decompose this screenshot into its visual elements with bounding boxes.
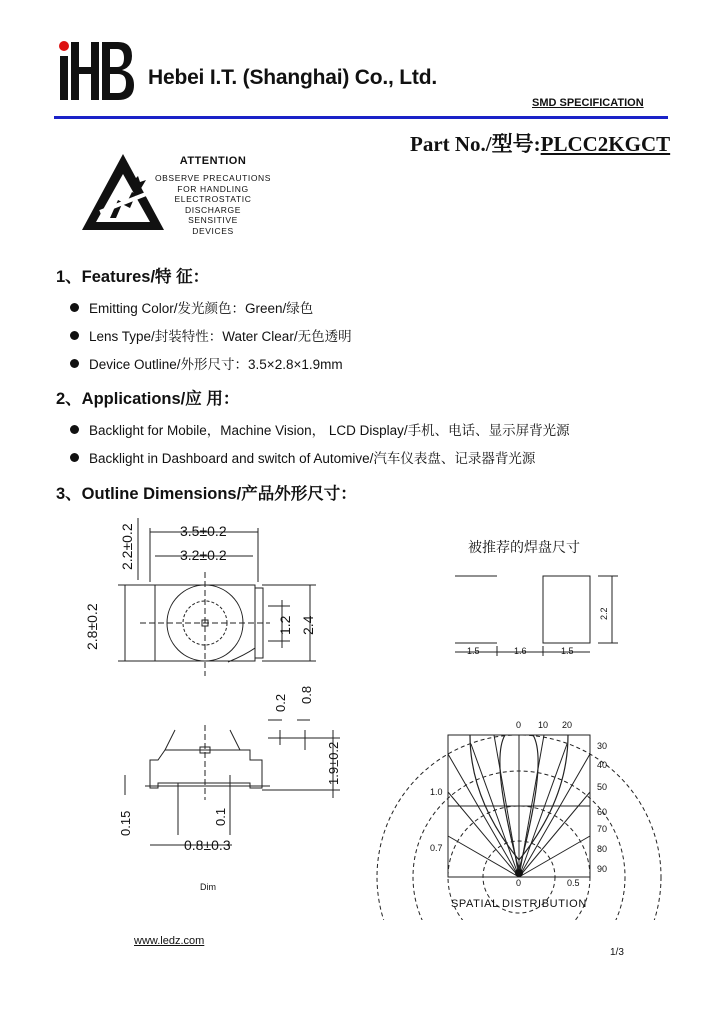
intensity-label: 1.0 bbox=[430, 787, 443, 797]
dim-label: 0.15 bbox=[118, 810, 133, 836]
intensity-label: 0.7 bbox=[430, 843, 443, 853]
angle-label: 20 bbox=[562, 720, 573, 730]
spatial-origin bbox=[515, 869, 523, 877]
attention-line: DISCHARGE bbox=[185, 204, 241, 215]
angle-label: 10 bbox=[538, 720, 549, 730]
spatial-grid bbox=[377, 735, 661, 920]
feature-item bbox=[70, 325, 352, 345]
attention-line: OBSERVE PRECAUTIONS bbox=[154, 173, 272, 183]
side-view bbox=[125, 720, 340, 845]
features-heading: 1、Features/特 征： bbox=[56, 268, 210, 286]
company-name: Hebei I.T. (Shanghai) Co., Ltd. bbox=[148, 66, 437, 89]
attention-title: ATTENTION bbox=[179, 155, 247, 167]
feature-text: Device Outline/外形尺寸：3.5×2.8×1.9mm bbox=[89, 357, 343, 372]
angle-label: 0 bbox=[516, 720, 522, 730]
dim-label: 0.8 bbox=[299, 685, 314, 704]
part-number-line bbox=[410, 128, 670, 158]
recommended-pads bbox=[455, 576, 618, 656]
bullet-icon bbox=[70, 331, 79, 340]
intensity-label: 0 bbox=[516, 878, 522, 888]
intensity-label: 0.5 bbox=[567, 878, 580, 888]
dim-label: 2.8±0.2 bbox=[84, 603, 100, 650]
angle-label: 70 bbox=[597, 824, 608, 834]
dim-label: 2.2±0.2 bbox=[119, 523, 135, 570]
dim-label: 0.8±0.3 bbox=[184, 837, 231, 853]
attention-line: FOR HANDLING bbox=[177, 183, 249, 194]
feature-text: Lens Type/封装特性：Water Clear/无色透明 bbox=[89, 329, 352, 344]
dim-label: 1.2 bbox=[277, 615, 293, 635]
angle-label: 30 bbox=[597, 741, 608, 751]
bullet-icon bbox=[70, 359, 79, 368]
dim-label: 1.5 bbox=[467, 646, 480, 656]
bullet-icon bbox=[70, 303, 79, 312]
application-text: Backlight for Mobile，Machine Vision， LCD Display/手机、电话、显示屏背光源 bbox=[89, 423, 570, 438]
feature-item bbox=[70, 353, 343, 373]
dim-label: 0.1 bbox=[213, 807, 228, 826]
logo-red-dot bbox=[59, 41, 69, 51]
pads-title: 被推荐的焊盘尺寸 bbox=[468, 539, 580, 555]
dim-label: 0.2 bbox=[273, 693, 288, 712]
angle-label: 80 bbox=[597, 844, 608, 854]
dim-label: 1.5 bbox=[561, 646, 574, 656]
application-item bbox=[70, 419, 570, 439]
bullet-icon bbox=[70, 425, 79, 434]
dim-note: Dim bbox=[200, 882, 216, 892]
angle-label: 60 bbox=[597, 807, 608, 817]
attention-lines bbox=[150, 173, 276, 237]
feature-text: Emitting Color/发光颜色：Green/绿色 bbox=[89, 301, 314, 316]
feature-item bbox=[70, 297, 313, 317]
dim-label: 3.2±0.2 bbox=[180, 547, 227, 563]
applications-heading: 2、Applications/应 用： bbox=[56, 390, 240, 408]
spec-label: SMD SPECIFICATION bbox=[532, 97, 644, 109]
part-prefix: Part No./型号: bbox=[410, 132, 541, 156]
dim-label: 1.6 bbox=[514, 646, 527, 656]
dim-label: 2.2 bbox=[599, 607, 609, 620]
bullet-icon bbox=[70, 453, 79, 462]
attention-line: DEVICES bbox=[192, 225, 234, 236]
angle-label: 90 bbox=[597, 864, 608, 874]
footer-link[interactable]: www.ledz.com bbox=[134, 935, 205, 947]
dim-label: 1.9±0.2 bbox=[326, 741, 341, 785]
application-text: Backlight in Dashboard and switch of Automive/汽车仪表盘、记录器背光源 bbox=[89, 451, 536, 466]
attention-line: ELECTROSTATIC bbox=[174, 194, 252, 205]
attention-line: SENSITIVE bbox=[188, 215, 238, 226]
page-number: 1/3 bbox=[610, 947, 624, 958]
angle-label: 40 bbox=[597, 760, 608, 770]
company-logo bbox=[58, 40, 136, 102]
header-divider bbox=[54, 116, 668, 119]
top-view bbox=[118, 518, 316, 676]
spatial-title: SPATIAL DISTRIBUTION bbox=[451, 898, 587, 910]
outline-drawing bbox=[0, 500, 720, 920]
outline-heading: 3、Outline Dimensions/产品外形尺寸： bbox=[56, 485, 357, 503]
application-item bbox=[70, 447, 535, 467]
angle-label: 50 bbox=[597, 782, 608, 792]
dim-label: 3.5±0.2 bbox=[180, 523, 227, 539]
dim-label: 2.4 bbox=[300, 615, 316, 635]
part-number: PLCC2KGCT bbox=[540, 132, 671, 156]
